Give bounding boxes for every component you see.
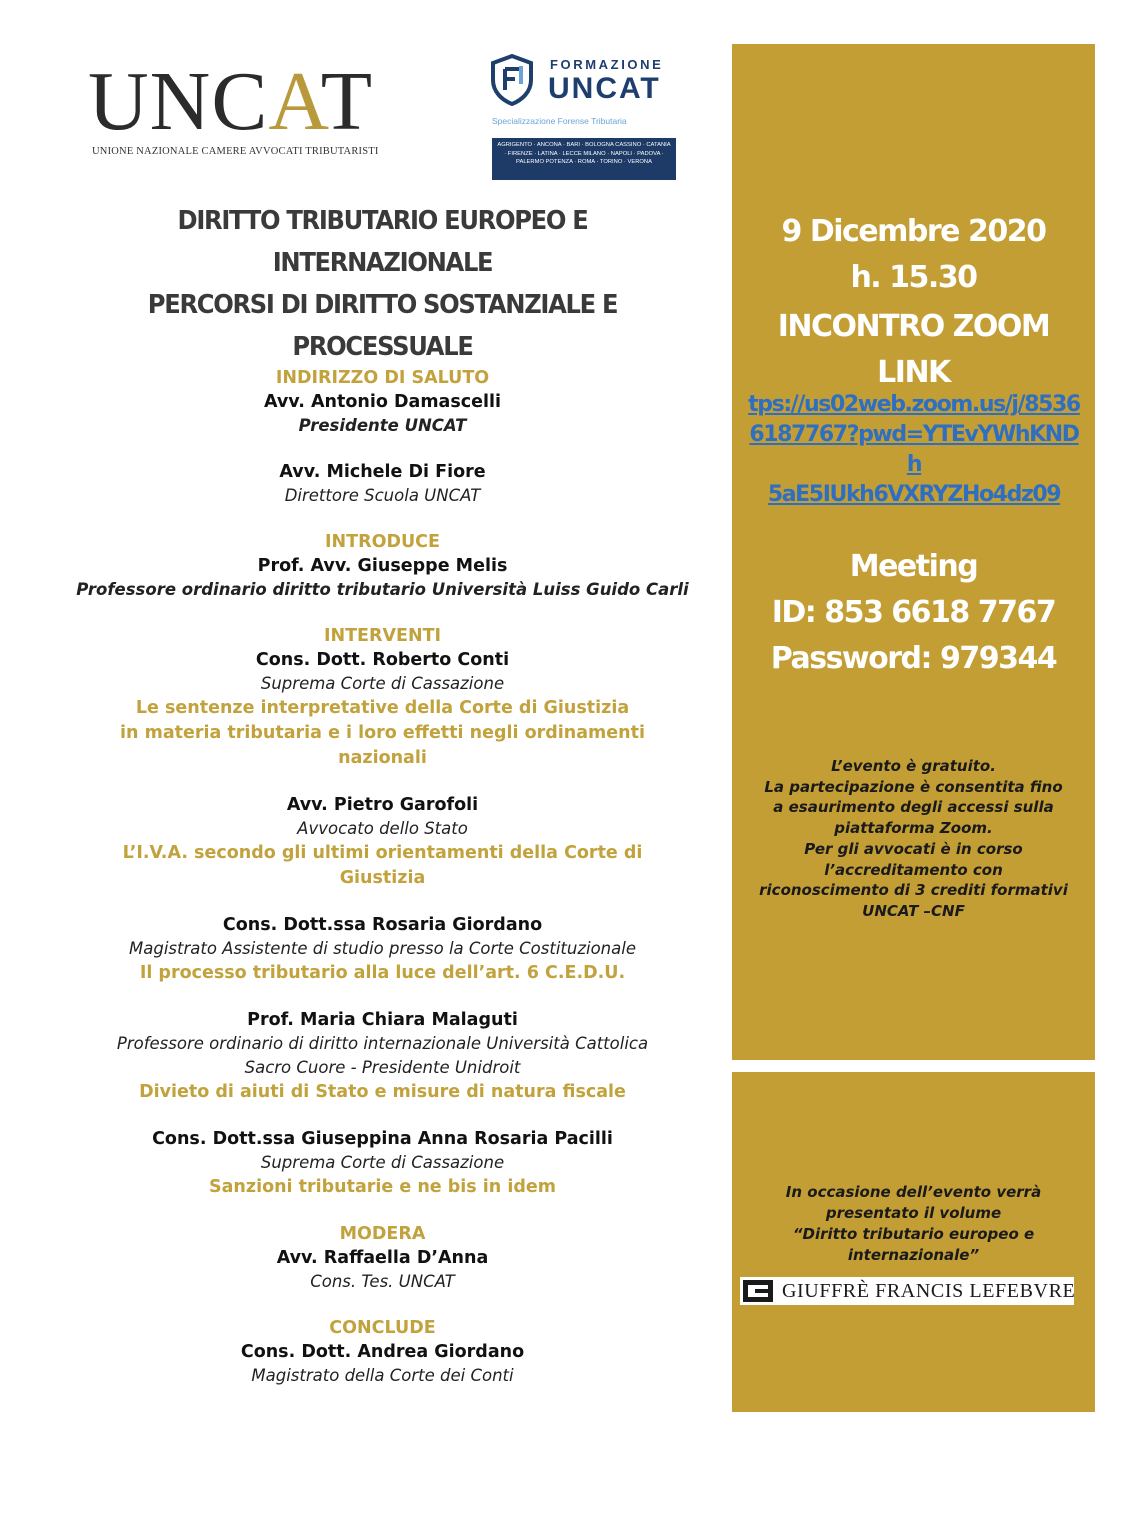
zoom-heading bbox=[732, 304, 1095, 396]
speaker-role: Direttore Scuola UNCAT bbox=[284, 486, 481, 505]
speaker-role: Magistrato della Corte dei Conti bbox=[251, 1366, 514, 1385]
meeting-id: ID: 853 6618 7767 bbox=[771, 595, 1056, 630]
saluto-block bbox=[40, 366, 725, 438]
book-note-line: presentato il volume bbox=[825, 1204, 1002, 1222]
event-datetime bbox=[732, 209, 1095, 301]
book-note bbox=[757, 1182, 1070, 1266]
uncat-wordmark bbox=[88, 55, 374, 148]
speaker-name: Cons. Dott. Roberto Conti bbox=[255, 650, 510, 670]
introduce-block bbox=[40, 530, 725, 602]
talk-topic: Le sentenze interpretative della Corte di Giustizia bbox=[135, 698, 630, 718]
speaker-role: Avvocato dello Stato bbox=[297, 819, 468, 838]
uncat-subtitle: UNIONE NAZIONALE CAMERE AVVOCATI TRIBUTARISTI bbox=[92, 146, 379, 157]
meeting-credentials bbox=[732, 544, 1095, 682]
interventi-block-4 bbox=[40, 1008, 725, 1105]
info-line: piattaforma Zoom. bbox=[834, 819, 993, 838]
speaker-role: Cons. Tes. UNCAT bbox=[310, 1272, 455, 1291]
zoom-heading-1: INCONTRO ZOOM bbox=[777, 309, 1050, 344]
interventi-block-3 bbox=[40, 913, 725, 986]
talk-topic: nazionali bbox=[338, 748, 427, 768]
formazione-cities: AGRIGENTO · ANCONA · BARI · BOLOGNA CASSINO · CATANIA · FIRENZE · LATINA · LECCE MILANO · NAPOLI · PADOVA · PALERMO POTENZA · ROMA · TORINO · VERONA bbox=[492, 138, 676, 180]
event-time: h. 15.30 bbox=[850, 260, 977, 295]
meeting-label: Meeting bbox=[849, 549, 978, 584]
book-note-line: “Diritto tributario europeo e bbox=[792, 1225, 1035, 1243]
program bbox=[40, 366, 725, 1410]
uncat-logo bbox=[88, 55, 410, 163]
modera-block bbox=[40, 1222, 725, 1294]
section-heading: MODERA bbox=[339, 1224, 426, 1244]
title-line-3: PROCESSUALE bbox=[292, 332, 473, 362]
speaker-role: Suprema Corte di Cassazione bbox=[260, 674, 505, 693]
formazione-spec: Specializzazione Forense Tributaria bbox=[492, 116, 627, 126]
publisher-name: GIUFFRÈ FRANCIS LEFEBVRE bbox=[782, 1280, 1076, 1302]
zoom-heading-2: LINK bbox=[877, 355, 950, 390]
book-note-line: internazionale” bbox=[847, 1246, 980, 1264]
talk-topic: Sanzioni tributarie e ne bis in idem bbox=[209, 1177, 556, 1197]
info-line: riconoscimento di 3 crediti formativi bbox=[759, 881, 1068, 900]
zoom-link-line-2[interactable]: 6187767?pwd=YTEvYWhKNDh bbox=[749, 422, 1079, 477]
talk-topic: Divieto di aiuti di Stato e misure di natura fiscale bbox=[139, 1082, 626, 1102]
speaker-name: Cons. Dott.ssa Rosaria Giordano bbox=[222, 915, 543, 935]
section-heading: INTRODUCE bbox=[325, 532, 440, 552]
speaker-name: Cons. Dott.ssa Giuseppina Anna Rosaria Pacilli bbox=[152, 1129, 613, 1149]
speaker-role: Presidente UNCAT bbox=[298, 416, 467, 435]
uncat-wordmark-a: A bbox=[268, 55, 321, 148]
section-heading: INTERVENTI bbox=[323, 626, 442, 646]
shield-icon bbox=[490, 54, 534, 106]
saluto-block-2 bbox=[40, 460, 725, 508]
speaker-name: Prof. Maria Chiara Malaguti bbox=[247, 1010, 518, 1030]
speaker-role: Magistrato Assistente di studio presso la Corte Costituzionale bbox=[129, 939, 636, 958]
uncat-wordmark-start: UNC bbox=[88, 55, 269, 148]
book-panel bbox=[732, 1072, 1095, 1412]
interventi-block-2 bbox=[40, 793, 725, 891]
zoom-link-line-1[interactable]: tps://us02web.zoom.us/j/8536 bbox=[748, 392, 1080, 417]
info-line: L’evento è gratuito. bbox=[831, 757, 996, 775]
event-date: 9 Dicembre 2020 bbox=[781, 214, 1046, 249]
speaker-name: Avv. Antonio Damascelli bbox=[263, 392, 502, 412]
publisher-mark-icon bbox=[743, 1280, 773, 1302]
event-notes bbox=[742, 756, 1085, 922]
speaker-role: Sacro Cuore - Presidente Unidroit bbox=[244, 1058, 521, 1077]
section-heading: INDIRIZZO DI SALUTO bbox=[275, 368, 490, 388]
info-line: a esaurimento degli accessi sulla bbox=[773, 798, 1054, 817]
speaker-name: Avv. Pietro Garofoli bbox=[286, 795, 479, 815]
speaker-name: Avv. Raffaella D’Anna bbox=[276, 1248, 489, 1268]
speaker-name: Avv. Michele Di Fiore bbox=[279, 462, 486, 482]
title-line-1: DIRITTO TRIBUTARIO EUROPEO E INTERNAZIONALE bbox=[177, 206, 588, 278]
event-info-panel bbox=[732, 44, 1095, 1060]
interventi-block-1 bbox=[40, 624, 725, 771]
talk-topic: Il processo tributario alla luce dell’art. 6 C.E.D.U. bbox=[139, 963, 626, 983]
formazione-top: FORMAZIONE bbox=[550, 57, 664, 72]
speaker-role: Professore ordinario di diritto internazionale Università Cattolica bbox=[116, 1034, 649, 1053]
interventi-block-5 bbox=[40, 1127, 725, 1200]
formazione-main: UNCAT bbox=[548, 72, 661, 105]
info-line: l’accreditamento con bbox=[824, 860, 1003, 879]
publisher-logo bbox=[740, 1277, 1074, 1305]
speaker-name: Cons. Dott. Andrea Giordano bbox=[240, 1342, 525, 1362]
zoom-link[interactable] bbox=[744, 390, 1084, 510]
talk-topic: in materia tributaria e i loro effetti negli ordinamenti bbox=[120, 723, 645, 743]
info-line: La partecipazione è consentita fino bbox=[764, 777, 1063, 796]
formazione-uncat-logo bbox=[490, 52, 680, 180]
section-heading: CONCLUDE bbox=[329, 1318, 436, 1338]
title-line-2: PERCORSI DI DIRITTO SOSTANZIALE E bbox=[147, 290, 618, 320]
speaker-role: Professore ordinario diritto tributario Università Luiss Guido Carli bbox=[76, 580, 689, 599]
book-note-line: In occasione dell’evento verrà bbox=[785, 1183, 1042, 1201]
page-title bbox=[73, 200, 691, 368]
meeting-password: Password: 979344 bbox=[770, 641, 1057, 676]
info-line: UNCAT –CNF bbox=[862, 901, 965, 920]
conclude-block bbox=[40, 1316, 725, 1388]
info-line: Per gli avvocati è in corso bbox=[804, 839, 1023, 858]
talk-topic: L’I.V.A. secondo gli ultimi orientamenti della Corte di bbox=[122, 843, 643, 863]
speaker-role: Suprema Corte di Cassazione bbox=[260, 1153, 505, 1172]
uncat-wordmark-end: T bbox=[320, 55, 374, 148]
talk-topic: Giustizia bbox=[339, 868, 426, 888]
zoom-link-line-3[interactable]: 5aE5IUkh6VXRYZHo4dz09 bbox=[767, 482, 1061, 507]
speaker-name: Prof. Avv. Giuseppe Melis bbox=[257, 556, 508, 576]
